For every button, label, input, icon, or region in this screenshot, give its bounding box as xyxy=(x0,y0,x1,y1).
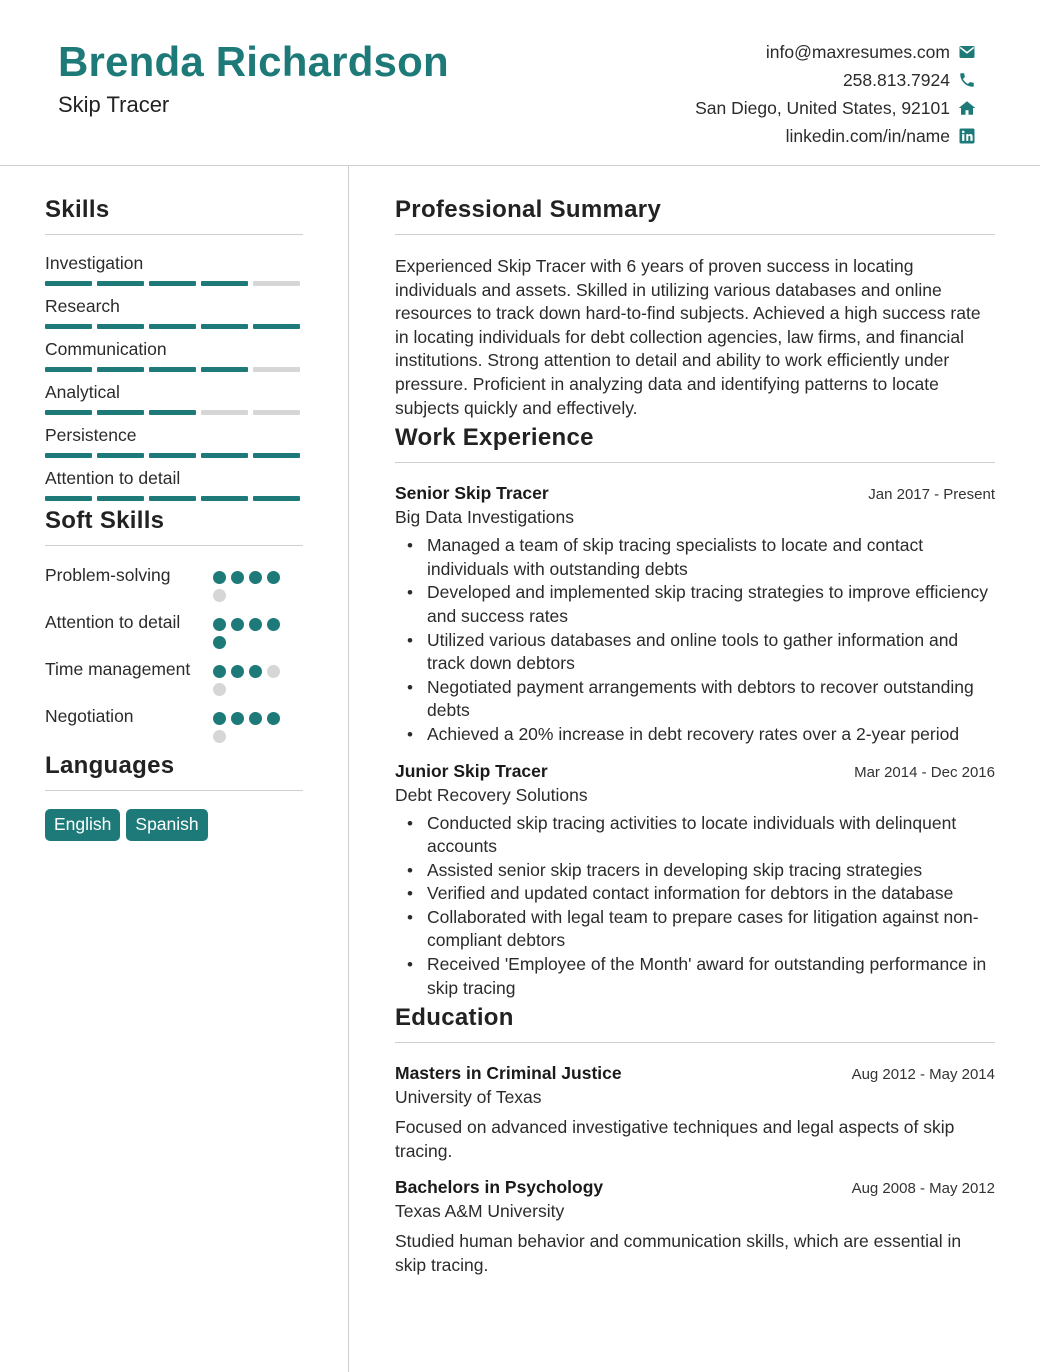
skill-level-segment xyxy=(45,281,92,286)
job-company: Big Data Investigations xyxy=(395,507,574,528)
rating-dot xyxy=(213,683,226,696)
skill-level-segment xyxy=(253,410,300,415)
skill-item xyxy=(45,296,303,319)
rating-dot xyxy=(213,589,226,602)
skill-level-segment xyxy=(149,496,196,501)
skill-level-segment xyxy=(201,324,248,329)
education-date: Aug 2012 - May 2014 xyxy=(851,1066,995,1084)
education-entry xyxy=(395,1177,995,1277)
candidate-title: Skip Tracer xyxy=(58,92,170,117)
skill-level-segment xyxy=(253,367,300,372)
rating-dot xyxy=(249,665,262,678)
rating-dot xyxy=(213,712,226,725)
languages-heading: Languages xyxy=(45,752,303,791)
skills-list xyxy=(45,253,303,491)
job-bullet: • Conducted skip tracing activities to locate individuals with delinquent accounts xyxy=(395,812,995,859)
skill-level-segment xyxy=(201,453,248,458)
summary-heading: Professional Summary xyxy=(395,196,995,235)
soft-skills-list xyxy=(45,564,303,743)
soft-skills-heading: Soft Skills xyxy=(45,507,303,546)
job-entry xyxy=(395,761,995,1001)
skill-level-bar xyxy=(45,281,303,286)
rating-dot xyxy=(213,730,226,743)
contact-email[interactable] xyxy=(695,38,976,66)
skill-item xyxy=(45,425,303,448)
education-degree: Bachelors in Psychology xyxy=(395,1177,604,1198)
soft-skill-item xyxy=(45,658,303,696)
education-entry xyxy=(395,1063,995,1163)
skill-level-segment xyxy=(97,324,144,329)
skill-level-segment xyxy=(149,281,196,286)
rating-dot xyxy=(249,571,262,584)
education-description: Studied human behavior and communication skills, which are essential in skip tracing. xyxy=(395,1231,962,1276)
rating-dot xyxy=(231,618,244,631)
skill-level-segment xyxy=(253,453,300,458)
skill-item xyxy=(45,382,303,405)
job-date: Jan 2017 - Present xyxy=(868,486,995,504)
job-header xyxy=(395,761,995,782)
soft-skill-item xyxy=(45,611,303,649)
skill-level-segment xyxy=(45,367,92,372)
rating-dot xyxy=(231,571,244,584)
skill-name: Persistence xyxy=(45,425,137,445)
education-school: University of Texas xyxy=(395,1087,542,1108)
skill-level-bar xyxy=(45,453,303,458)
skill-level-segment xyxy=(149,410,196,415)
contact-location xyxy=(695,94,976,122)
contact-phone[interactable] xyxy=(695,66,976,94)
candidate-name: Brenda Richardson xyxy=(58,38,449,85)
contact-info xyxy=(695,38,976,150)
soft-skill-item xyxy=(45,564,303,602)
education-date: Aug 2008 - May 2012 xyxy=(851,1180,995,1198)
skill-name: Investigation xyxy=(45,253,144,273)
location-text: San Diego, United States, 92101 xyxy=(695,97,950,118)
soft-skill-name: Negotiation xyxy=(45,706,134,726)
linkedin-text[interactable]: linkedin.com/in/name xyxy=(785,125,950,146)
skill-level-segment xyxy=(45,324,92,329)
education-header xyxy=(395,1177,995,1198)
soft-skill-rating xyxy=(213,658,287,696)
skill-level-segment xyxy=(149,367,196,372)
skill-level-segment xyxy=(97,496,144,501)
education-degree: Masters in Criminal Justice xyxy=(395,1063,622,1084)
skill-item xyxy=(45,468,303,491)
job-bullets xyxy=(395,534,995,746)
skill-name: Research xyxy=(45,296,120,316)
education-description: Focused on advanced investigative techniques and legal aspects of skip tracing. xyxy=(395,1117,955,1161)
soft-skill-name: Attention to detail xyxy=(45,612,181,632)
soft-skill-rating xyxy=(213,705,287,743)
skill-level-bar xyxy=(45,324,303,329)
job-bullet: • Negotiated payment arrangements with debtors to recover outstanding debts xyxy=(395,676,995,723)
rating-dot xyxy=(213,618,226,631)
education-header xyxy=(395,1063,995,1084)
rating-dot xyxy=(267,712,280,725)
skill-name: Analytical xyxy=(45,382,120,402)
job-company: Debt Recovery Solutions xyxy=(395,784,588,805)
rating-dot xyxy=(213,665,226,678)
email-text[interactable]: info@maxresumes.com xyxy=(765,41,950,62)
summary-text: Experienced Skip Tracer with 6 years of proven success in locating individuals and assets. Skilled in utilizing various databases and online resources to track down hard-to-find subjects. Achieved a high success rate in locating individuals for debt collection agencies, law firms, and financial institutions. Strong attention to detail and ability to work efficiently under pressure. Proficient in analyzing data and identifying patterns to locate subjects quickly and effectively. xyxy=(395,256,981,418)
linkedin-icon xyxy=(958,127,976,145)
languages-list xyxy=(45,809,303,841)
skill-level-bar xyxy=(45,367,303,372)
column-divider xyxy=(348,166,349,1372)
job-bullet: • Verified and updated contact information for debtors in the database xyxy=(395,882,995,906)
skill-level-bar xyxy=(45,496,303,501)
skill-level-segment xyxy=(45,410,92,415)
envelope-icon xyxy=(958,43,976,61)
skill-level-segment xyxy=(201,367,248,372)
skill-level-segment xyxy=(97,281,144,286)
experience-list xyxy=(395,483,995,1000)
rating-dot xyxy=(213,571,226,584)
skill-level-segment xyxy=(253,496,300,501)
job-date: Mar 2014 - Dec 2016 xyxy=(854,763,995,781)
skill-level-segment xyxy=(97,410,144,415)
resume-header xyxy=(0,0,1040,166)
rating-dot xyxy=(231,665,244,678)
phone-icon xyxy=(958,71,976,89)
skill-level-segment xyxy=(45,453,92,458)
skill-level-segment xyxy=(97,453,144,458)
skill-name: Attention to detail xyxy=(45,468,181,488)
rating-dot xyxy=(213,636,226,649)
language-tag: Spanish xyxy=(126,809,207,841)
skills-heading: Skills xyxy=(45,196,303,235)
main-content xyxy=(395,196,995,1278)
job-entry xyxy=(395,483,995,746)
skill-item xyxy=(45,339,303,362)
phone-text[interactable]: 258.813.7924 xyxy=(842,69,950,90)
rating-dot xyxy=(267,571,280,584)
skill-level-segment xyxy=(149,324,196,329)
job-bullet: • Managed a team of skip tracing specialists to locate and contact individuals with outstanding debts xyxy=(395,534,995,581)
skill-level-segment xyxy=(253,281,300,286)
job-title: Senior Skip Tracer xyxy=(395,483,549,504)
skill-level-segment xyxy=(149,453,196,458)
job-bullet: • Developed and implemented skip tracing strategies to improve efficiency and success rates xyxy=(395,581,995,628)
soft-skill-name: Time management xyxy=(45,659,191,679)
soft-skill-name: Problem-solving xyxy=(45,565,171,585)
soft-skill-item xyxy=(45,705,303,743)
job-bullet: • Assisted senior skip tracers in developing skip tracing strategies xyxy=(395,859,995,883)
job-bullet: • Collaborated with legal team to prepare cases for litigation against non-compliant debtors xyxy=(395,906,995,953)
job-header xyxy=(395,483,995,504)
experience-heading: Work Experience xyxy=(395,424,995,463)
rating-dot xyxy=(267,618,280,631)
job-title: Junior Skip Tracer xyxy=(395,760,548,781)
job-bullet: • Utilized various databases and online tools to gather information and track down debtors xyxy=(395,629,995,676)
rating-dot xyxy=(267,665,280,678)
skill-level-segment xyxy=(97,367,144,372)
rating-dot xyxy=(249,618,262,631)
skill-level-segment xyxy=(201,281,248,286)
skill-name: Communication xyxy=(45,339,167,359)
rating-dot xyxy=(249,712,262,725)
soft-skill-rating xyxy=(213,611,287,649)
skill-level-segment xyxy=(201,496,248,501)
home-icon xyxy=(958,99,976,117)
soft-skill-rating xyxy=(213,564,287,602)
education-list xyxy=(395,1063,995,1277)
rating-dot xyxy=(231,712,244,725)
skill-level-segment xyxy=(201,410,248,415)
sidebar xyxy=(45,196,303,841)
education-school: Texas A&M University xyxy=(395,1201,565,1222)
skill-item xyxy=(45,253,303,276)
skill-level-segment xyxy=(253,324,300,329)
contact-linkedin[interactable] xyxy=(695,122,976,150)
job-bullet: • Achieved a 20% increase in debt recovery rates over a 2-year period xyxy=(395,723,995,747)
job-bullet: • Received 'Employee of the Month' award for outstanding performance in skip tracing xyxy=(395,953,995,1000)
language-tag: English xyxy=(45,809,120,841)
skill-level-segment xyxy=(45,496,92,501)
education-heading: Education xyxy=(395,1004,995,1043)
job-bullets xyxy=(395,812,995,1001)
skill-level-bar xyxy=(45,410,303,415)
